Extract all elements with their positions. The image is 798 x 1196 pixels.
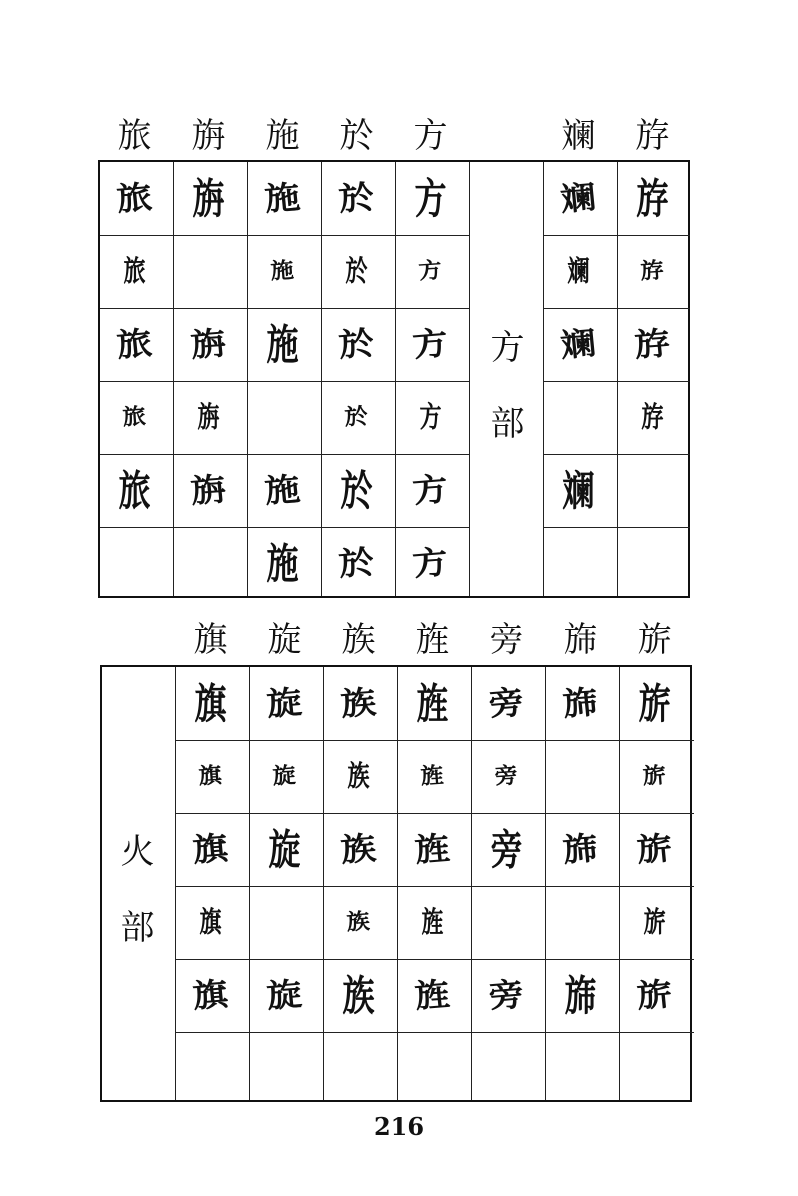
glyph-char: 旌 [413,974,453,1016]
glyph-char: 方 [419,400,442,434]
seal-script-glyph [618,811,691,883]
seal-script-glyph [98,379,171,451]
seal-script-glyph [246,525,319,597]
seal-script-glyph [246,452,319,524]
seal-script-glyph [396,811,469,883]
column-header: 施 [265,116,300,156]
seal-script-glyph [248,811,321,883]
seal-script-glyph [470,738,543,810]
column-header: 旃 [191,116,226,156]
radical-label-fang-char1: 方 [490,328,525,368]
seal-script-glyph [394,160,467,232]
column-header: 族 [341,620,376,660]
seal-script-glyph [98,452,171,524]
seal-script-glyph [246,160,319,232]
seal-script-glyph [322,738,395,810]
seal-script-glyph [396,884,469,956]
seal-script-glyph [544,665,617,737]
seal-script-glyph [320,233,393,305]
glyph-char: 旅 [123,254,146,288]
glyph-char: 於 [337,177,377,219]
column-header: 旅 [117,116,152,156]
seal-script-glyph [320,525,393,597]
glyph-char: 旅 [122,402,148,431]
glyph-char: 施 [266,319,299,370]
glyph-char: 旗 [198,761,224,790]
seal-script-glyph [172,306,245,378]
glyph-char: 旃 [189,323,229,365]
glyph-char: 旋 [265,974,305,1016]
seal-script-glyph [248,738,321,810]
seal-script-glyph [542,160,615,232]
glyph-char: 於 [340,465,373,516]
seal-script-glyph [394,525,467,597]
glyph-char: 施 [266,538,299,589]
glyph-char: 旌 [420,761,446,790]
glyph-char: 旂 [635,974,675,1016]
seal-script-glyph [396,738,469,810]
glyph-char: 斓 [567,254,590,288]
seal-script-glyph [322,884,395,956]
seal-script-glyph [616,379,689,451]
glyph-char: 施 [263,177,303,219]
seal-script-glyph [394,306,467,378]
seal-script-glyph [616,233,689,305]
seal-script-glyph [172,160,245,232]
column-header: 旁 [489,620,524,660]
seal-script-glyph [320,379,393,451]
glyph-char: 族 [347,759,370,793]
seal-script-glyph [618,738,691,810]
glyph-char: 斓 [559,323,599,365]
glyph-char: 旂 [643,905,666,939]
seal-script-glyph [322,811,395,883]
glyph-char: 旆 [561,682,601,724]
radical-label-fang-char2: 部 [490,404,525,444]
column-header: 旂 [637,620,672,660]
glyph-char: 旌 [413,828,453,870]
glyph-char: 旋 [268,824,301,875]
seal-script-glyph [542,306,615,378]
seal-script-glyph [174,738,247,810]
seal-script-glyph [616,306,689,378]
seal-script-glyph [470,957,543,1029]
glyph-char: 旅 [115,323,155,365]
glyph-char: 族 [339,682,379,724]
glyph-char: 旗 [191,828,231,870]
glyph-char: 斿 [641,400,664,434]
glyph-char: 方 [411,323,451,365]
column-header: 方 [413,116,448,156]
seal-script-glyph [470,811,543,883]
glyph-char: 方 [411,542,451,584]
glyph-char: 於 [345,254,368,288]
glyph-char: 斿 [636,173,669,224]
seal-script-glyph [174,884,247,956]
seal-script-glyph [542,233,615,305]
glyph-char: 方 [414,173,447,224]
glyph-char: 旌 [416,678,449,729]
glyph-char: 旗 [191,974,231,1016]
seal-script-glyph [320,452,393,524]
seal-script-glyph [544,811,617,883]
seal-script-glyph [394,452,467,524]
seal-script-glyph [172,379,245,451]
seal-script-glyph [248,665,321,737]
glyph-char: 旆 [561,828,601,870]
column-header: 斿 [635,116,670,156]
column-header: 旗 [193,620,228,660]
seal-script-glyph [322,957,395,1029]
seal-script-glyph [544,957,617,1029]
glyph-char: 旂 [635,828,675,870]
column-header: 旌 [415,620,450,660]
seal-script-glyph [616,160,689,232]
column-header: 旋 [267,620,302,660]
glyph-char: 族 [339,828,379,870]
seal-script-glyph [618,665,691,737]
glyph-char: 旂 [638,678,671,729]
glyph-char: 旃 [197,400,220,434]
seal-script-glyph [174,665,247,737]
seal-script-glyph [172,452,245,524]
glyph-char: 旁 [487,974,527,1016]
glyph-char: 族 [342,970,375,1021]
glyph-char: 施 [263,469,303,511]
glyph-char: 旃 [189,469,229,511]
glyph-char: 斓 [559,177,599,219]
glyph-char: 旅 [118,465,151,516]
seal-script-glyph [322,665,395,737]
glyph-char: 旂 [642,761,668,790]
glyph-char: 旋 [272,761,298,790]
glyph-char: 旁 [494,761,520,790]
column-header: 於 [339,116,374,156]
seal-script-glyph [98,160,171,232]
glyph-char: 方 [411,469,451,511]
radical-label-huo-char2: 部 [120,908,155,948]
glyph-char: 於 [337,542,377,584]
glyph-char: 旁 [490,824,523,875]
seal-script-glyph [394,379,467,451]
seal-script-glyph [174,957,247,1029]
glyph-char: 旌 [421,905,444,939]
seal-script-glyph [542,452,615,524]
seal-script-glyph [320,160,393,232]
seal-script-glyph [618,957,691,1029]
glyph-char: 於 [337,323,377,365]
seal-script-glyph [394,233,467,305]
seal-script-glyph [320,306,393,378]
glyph-char: 旆 [564,970,597,1021]
glyph-char: 旋 [265,682,305,724]
seal-script-glyph [618,884,691,956]
glyph-char: 方 [418,256,444,285]
radical-label-huo-char1: 火 [120,832,155,872]
glyph-char: 斿 [633,323,673,365]
seal-script-glyph [396,957,469,1029]
column-header: 斓 [561,116,596,156]
seal-script-glyph [98,306,171,378]
seal-script-glyph [174,811,247,883]
glyph-char: 族 [346,907,372,936]
glyph-char: 斿 [640,256,666,285]
glyph-char: 旗 [199,905,222,939]
seal-script-glyph [246,306,319,378]
page-number: 216 [373,1112,425,1141]
glyph-char: 旅 [115,177,155,219]
seal-script-glyph [396,665,469,737]
seal-script-glyph [248,957,321,1029]
seal-script-glyph [246,233,319,305]
glyph-char: 斓 [562,465,595,516]
column-header: 旆 [563,620,598,660]
seal-script-glyph [98,233,171,305]
seal-script-glyph [470,665,543,737]
glyph-char: 旃 [192,173,225,224]
glyph-char: 施 [270,256,296,285]
glyph-char: 於 [344,402,370,431]
glyph-char: 旗 [194,678,227,729]
glyph-char: 旁 [487,682,527,724]
